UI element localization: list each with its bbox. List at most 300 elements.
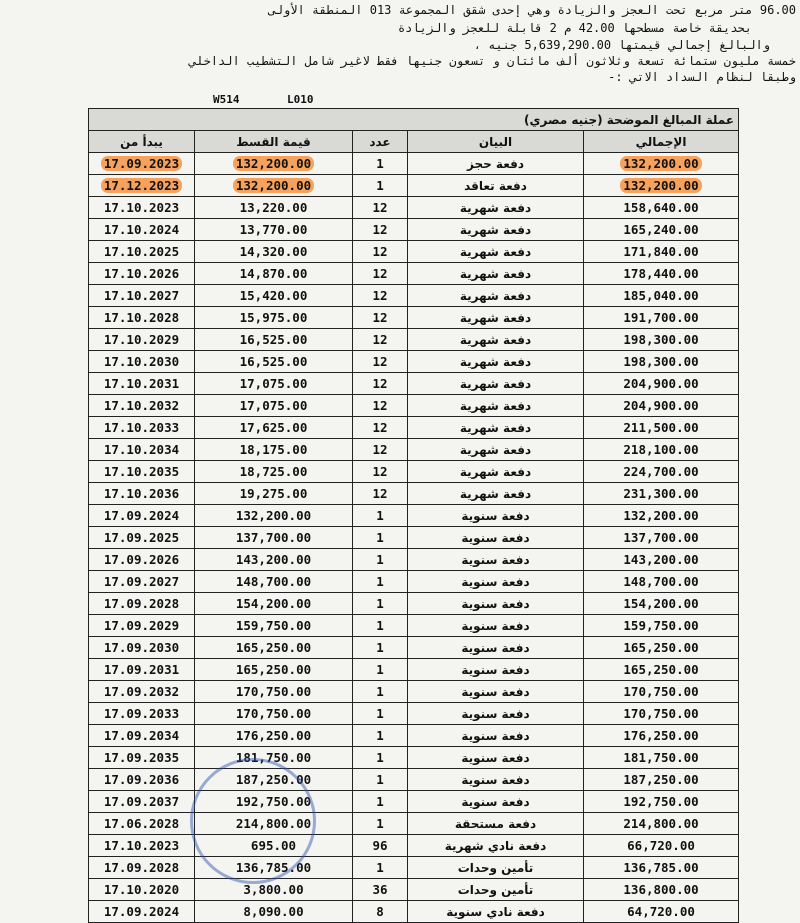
amount-cell bbox=[195, 351, 353, 373]
total-cell bbox=[584, 857, 739, 879]
amount-cell-text: 165,250.00 bbox=[235, 640, 312, 655]
total-cell-text: 165,240.00 bbox=[623, 222, 699, 237]
amount-cell bbox=[195, 725, 353, 747]
column-header-amount: قيمة القسط bbox=[195, 131, 353, 153]
table-row bbox=[89, 373, 739, 395]
description-cell-text: دفعة حجز bbox=[466, 156, 524, 171]
table-row bbox=[89, 351, 739, 373]
table-row bbox=[89, 153, 739, 175]
amount-cell bbox=[195, 747, 353, 769]
table-row bbox=[89, 219, 739, 241]
count-cell-text: 1 bbox=[376, 508, 384, 523]
total-cell-text: 148,700.00 bbox=[623, 574, 699, 589]
total-cell bbox=[584, 153, 739, 175]
count-cell-text: 1 bbox=[376, 574, 384, 589]
date-cell bbox=[89, 879, 195, 901]
amount-cell bbox=[195, 439, 353, 461]
table-row bbox=[89, 813, 739, 835]
total-cell-text: 224,700.00 bbox=[623, 464, 699, 479]
total-cell bbox=[584, 549, 739, 571]
table-row bbox=[89, 307, 739, 329]
table-row bbox=[89, 725, 739, 747]
date-cell-text: 17.10.2035 bbox=[103, 464, 180, 479]
amount-cell bbox=[195, 857, 353, 879]
amount-cell bbox=[195, 219, 353, 241]
date-cell-text: 17.09.2028 bbox=[103, 860, 180, 875]
description-cell bbox=[408, 285, 584, 307]
date-cell bbox=[89, 593, 195, 615]
description-cell-text: دفعة سنوية bbox=[461, 772, 530, 787]
date-cell-text: 17.09.2033 bbox=[103, 706, 180, 721]
description-cell bbox=[408, 219, 584, 241]
date-cell-text: 17.09.2024 bbox=[103, 508, 180, 523]
unit-description-line: 96.00 متر مربع تحت العجز والزيادة وهي إحدى شقق المجموعة 013 المنطقة الأولى bbox=[268, 3, 796, 17]
total-cell-text: 132,200.00 bbox=[620, 178, 701, 193]
description-cell bbox=[408, 527, 584, 549]
table-row bbox=[89, 549, 739, 571]
count-cell bbox=[353, 197, 408, 219]
date-cell bbox=[89, 835, 195, 857]
date-cell-text: 17.09.2027 bbox=[103, 574, 180, 589]
date-cell-text: 17.09.2024 bbox=[103, 904, 180, 919]
date-cell bbox=[89, 461, 195, 483]
description-cell-text: دفعة شهرية bbox=[459, 486, 532, 501]
amount-cell bbox=[195, 791, 353, 813]
table-row bbox=[89, 791, 739, 813]
count-cell bbox=[353, 857, 408, 879]
amount-cell-text: 17,075.00 bbox=[239, 398, 308, 413]
date-cell-text: 17.10.2023 bbox=[103, 200, 180, 215]
date-cell-text: 17.09.2028 bbox=[103, 596, 180, 611]
table-row bbox=[89, 571, 739, 593]
date-cell bbox=[89, 857, 195, 879]
total-cell-text: 154,200.00 bbox=[623, 596, 699, 611]
count-cell-text: 1 bbox=[376, 618, 384, 633]
total-cell bbox=[584, 791, 739, 813]
total-cell-text: 214,800.00 bbox=[623, 816, 699, 831]
table-row bbox=[89, 527, 739, 549]
count-cell-text: 1 bbox=[376, 156, 384, 171]
total-cell-text: 231,300.00 bbox=[623, 486, 699, 501]
total-cell bbox=[584, 505, 739, 527]
amount-cell-text: 165,250.00 bbox=[235, 662, 312, 677]
count-cell bbox=[353, 219, 408, 241]
amount-cell-text: 159,750.00 bbox=[235, 618, 312, 633]
description-cell-text: دفعة سنوية bbox=[461, 640, 530, 655]
date-cell bbox=[89, 175, 195, 197]
total-value-line: والبالغ إجمالي قيمتها 5,639,290.00 جنيه ، bbox=[473, 38, 770, 52]
date-cell-text: 17.10.2034 bbox=[103, 442, 180, 457]
description-cell-text: تأمين وحدات bbox=[457, 860, 534, 875]
description-cell bbox=[408, 439, 584, 461]
date-cell bbox=[89, 153, 195, 175]
description-cell bbox=[408, 461, 584, 483]
total-cell-text: 143,200.00 bbox=[623, 552, 699, 567]
date-cell-text: 17.10.2025 bbox=[103, 244, 180, 259]
date-cell bbox=[89, 307, 195, 329]
description-cell-text: دفعة سنوية bbox=[461, 552, 530, 567]
date-cell-text: 17.09.2030 bbox=[103, 640, 180, 655]
date-cell bbox=[89, 725, 195, 747]
total-cell-text: 136,785.00 bbox=[623, 860, 699, 875]
count-cell bbox=[353, 637, 408, 659]
amount-cell bbox=[195, 527, 353, 549]
total-cell-text: 132,200.00 bbox=[620, 156, 701, 171]
total-cell bbox=[584, 241, 739, 263]
description-cell-text: دفعة تعاقد bbox=[464, 178, 527, 193]
description-cell bbox=[408, 593, 584, 615]
description-cell-text: دفعة سنوية bbox=[461, 574, 530, 589]
total-cell bbox=[584, 769, 739, 791]
description-cell-text: دفعة شهرية bbox=[459, 310, 532, 325]
description-cell-text: دفعة شهرية bbox=[459, 376, 532, 391]
count-cell bbox=[353, 417, 408, 439]
date-cell bbox=[89, 769, 195, 791]
description-cell-text: دفعة سنوية bbox=[461, 794, 530, 809]
total-cell-text: 187,250.00 bbox=[623, 772, 699, 787]
count-cell bbox=[353, 549, 408, 571]
description-cell-text: دفعة شهرية bbox=[459, 332, 532, 347]
date-cell bbox=[89, 901, 195, 923]
date-cell bbox=[89, 549, 195, 571]
amount-cell bbox=[195, 329, 353, 351]
amount-cell bbox=[195, 637, 353, 659]
table-row bbox=[89, 615, 739, 637]
total-cell-text: 181,750.00 bbox=[623, 750, 699, 765]
description-cell bbox=[408, 351, 584, 373]
amount-cell bbox=[195, 901, 353, 923]
description-cell-text: دفعة مستحقة bbox=[454, 816, 537, 831]
count-cell bbox=[353, 461, 408, 483]
count-cell bbox=[353, 329, 408, 351]
description-cell bbox=[408, 395, 584, 417]
date-cell bbox=[89, 373, 195, 395]
count-cell-text: 12 bbox=[372, 200, 388, 215]
total-cell-text: 198,300.00 bbox=[623, 354, 699, 369]
total-cell bbox=[584, 395, 739, 417]
count-cell bbox=[353, 703, 408, 725]
amount-cell-text: 15,975.00 bbox=[239, 310, 308, 325]
total-value-words-line: خمسة مليون ستمائة تسعة وثلاثون ألف مائتان و تسعون جنيها فقط لاغير شامل التشطيب الداخلي bbox=[189, 54, 796, 68]
description-cell-text: دفعة سنوية bbox=[461, 684, 530, 699]
date-cell-text: 17.10.2020 bbox=[103, 882, 180, 897]
table-row bbox=[89, 175, 739, 197]
amount-cell-text: 17,075.00 bbox=[239, 376, 308, 391]
date-cell bbox=[89, 417, 195, 439]
amount-cell bbox=[195, 549, 353, 571]
description-cell bbox=[408, 263, 584, 285]
total-cell-text: 192,750.00 bbox=[623, 794, 699, 809]
description-cell-text: دفعة سنوية bbox=[461, 662, 530, 677]
date-cell-text: 17.10.2031 bbox=[103, 376, 180, 391]
date-cell-text: 17.09.2023 bbox=[101, 156, 182, 171]
date-cell-text: 17.09.2034 bbox=[103, 728, 180, 743]
description-cell bbox=[408, 417, 584, 439]
total-cell-text: 64,720.00 bbox=[627, 904, 695, 919]
count-cell bbox=[353, 505, 408, 527]
amount-cell-text: 16,525.00 bbox=[239, 354, 308, 369]
total-cell bbox=[584, 813, 739, 835]
table-row bbox=[89, 329, 739, 351]
total-cell-text: 158,640.00 bbox=[623, 200, 699, 215]
column-header-date: يبدأ من bbox=[89, 131, 195, 153]
date-cell bbox=[89, 505, 195, 527]
count-cell bbox=[353, 527, 408, 549]
count-cell bbox=[353, 571, 408, 593]
description-cell bbox=[408, 835, 584, 857]
date-cell bbox=[89, 615, 195, 637]
description-cell-text: دفعة شهرية bbox=[459, 354, 532, 369]
amount-cell bbox=[195, 263, 353, 285]
total-cell-text: 176,250.00 bbox=[623, 728, 699, 743]
amount-cell bbox=[195, 593, 353, 615]
count-cell-text: 12 bbox=[372, 376, 388, 391]
count-cell bbox=[353, 747, 408, 769]
date-cell bbox=[89, 571, 195, 593]
floor-code: L010 bbox=[287, 93, 314, 106]
description-cell-text: دفعة شهرية bbox=[459, 442, 532, 457]
count-cell bbox=[353, 615, 408, 637]
date-cell-text: 17.10.2028 bbox=[103, 310, 180, 325]
count-cell-text: 1 bbox=[376, 640, 384, 655]
amount-cell bbox=[195, 175, 353, 197]
date-cell-text: 17.12.2023 bbox=[101, 178, 182, 193]
table-row bbox=[89, 835, 739, 857]
description-cell-text: دفعة شهرية bbox=[459, 398, 532, 413]
count-cell bbox=[353, 175, 408, 197]
count-cell-text: 1 bbox=[376, 772, 384, 787]
total-cell bbox=[584, 725, 739, 747]
total-cell bbox=[584, 219, 739, 241]
count-cell bbox=[353, 901, 408, 923]
amount-cell-text: 143,200.00 bbox=[235, 552, 312, 567]
date-cell-text: 17.09.2036 bbox=[103, 772, 180, 787]
column-header-total: الإجمالي bbox=[584, 131, 739, 153]
total-cell-text: 170,750.00 bbox=[623, 706, 699, 721]
date-cell-text: 17.10.2024 bbox=[103, 222, 180, 237]
total-cell bbox=[584, 835, 739, 857]
table-row bbox=[89, 901, 739, 923]
count-cell bbox=[353, 153, 408, 175]
date-cell-text: 17.09.2037 bbox=[103, 794, 180, 809]
description-cell-text: تأمين وحدات bbox=[457, 882, 534, 897]
payment-schedule-table bbox=[88, 108, 739, 923]
amount-cell bbox=[195, 813, 353, 835]
total-cell-text: 165,250.00 bbox=[623, 640, 699, 655]
amount-cell bbox=[195, 417, 353, 439]
total-cell-text: 204,900.00 bbox=[623, 376, 699, 391]
date-cell bbox=[89, 241, 195, 263]
table-row bbox=[89, 637, 739, 659]
amount-cell bbox=[195, 769, 353, 791]
description-cell bbox=[408, 637, 584, 659]
amount-cell bbox=[195, 879, 353, 901]
total-cell bbox=[584, 175, 739, 197]
total-cell-text: 170,750.00 bbox=[623, 684, 699, 699]
total-cell-text: 136,800.00 bbox=[623, 882, 699, 897]
date-cell-text: 17.10.2029 bbox=[103, 332, 180, 347]
column-header-row bbox=[89, 131, 739, 153]
count-cell-text: 1 bbox=[376, 706, 384, 721]
count-cell-text: 12 bbox=[372, 464, 388, 479]
total-cell bbox=[584, 659, 739, 681]
description-cell bbox=[408, 681, 584, 703]
description-cell bbox=[408, 505, 584, 527]
count-cell bbox=[353, 285, 408, 307]
count-cell bbox=[353, 483, 408, 505]
total-cell bbox=[584, 461, 739, 483]
date-cell-text: 17.09.2031 bbox=[103, 662, 180, 677]
amount-cell bbox=[195, 153, 353, 175]
total-cell bbox=[584, 285, 739, 307]
count-cell bbox=[353, 307, 408, 329]
count-cell-text: 1 bbox=[376, 728, 384, 743]
table-row bbox=[89, 681, 739, 703]
date-cell bbox=[89, 285, 195, 307]
date-cell-text: 17.10.2036 bbox=[103, 486, 180, 501]
total-cell bbox=[584, 879, 739, 901]
date-cell bbox=[89, 703, 195, 725]
amount-cell bbox=[195, 571, 353, 593]
date-cell bbox=[89, 637, 195, 659]
amount-cell-text: 181,750.00 bbox=[235, 750, 312, 765]
amount-cell-text: 132,200.00 bbox=[233, 156, 314, 171]
description-cell-text: دفعة سنوية bbox=[461, 706, 530, 721]
date-cell bbox=[89, 747, 195, 769]
description-cell bbox=[408, 373, 584, 395]
count-cell-text: 12 bbox=[372, 354, 388, 369]
amount-cell bbox=[195, 461, 353, 483]
table-row bbox=[89, 395, 739, 417]
description-cell bbox=[408, 703, 584, 725]
description-cell bbox=[408, 307, 584, 329]
count-cell-text: 12 bbox=[372, 310, 388, 325]
description-cell-text: دفعة شهرية bbox=[459, 464, 532, 479]
amount-cell-text: 695.00 bbox=[250, 838, 297, 853]
count-cell-text: 1 bbox=[376, 860, 384, 875]
total-cell bbox=[584, 351, 739, 373]
table-row bbox=[89, 241, 739, 263]
count-cell bbox=[353, 351, 408, 373]
amount-cell-text: 14,320.00 bbox=[239, 244, 308, 259]
description-cell bbox=[408, 571, 584, 593]
amount-cell-text: 13,220.00 bbox=[239, 200, 308, 215]
amount-cell bbox=[195, 505, 353, 527]
amount-cell bbox=[195, 241, 353, 263]
amount-cell-text: 192,750.00 bbox=[235, 794, 312, 809]
total-cell bbox=[584, 527, 739, 549]
count-cell bbox=[353, 659, 408, 681]
amount-cell-text: 16,525.00 bbox=[239, 332, 308, 347]
date-cell-text: 17.10.2030 bbox=[103, 354, 180, 369]
total-cell bbox=[584, 373, 739, 395]
description-cell-text: دفعة شهرية bbox=[459, 266, 532, 281]
date-cell bbox=[89, 329, 195, 351]
date-cell bbox=[89, 791, 195, 813]
date-cell-text: 17.09.2029 bbox=[103, 618, 180, 633]
total-cell-text: 198,300.00 bbox=[623, 332, 699, 347]
date-cell bbox=[89, 813, 195, 835]
amount-cell bbox=[195, 835, 353, 857]
amount-cell-text: 187,250.00 bbox=[235, 772, 312, 787]
description-cell bbox=[408, 153, 584, 175]
table-row bbox=[89, 417, 739, 439]
count-cell-text: 12 bbox=[372, 398, 388, 413]
total-cell-text: 218,100.00 bbox=[623, 442, 699, 457]
count-cell-text: 96 bbox=[372, 838, 388, 853]
total-cell-text: 191,700.00 bbox=[623, 310, 699, 325]
description-cell bbox=[408, 879, 584, 901]
date-cell bbox=[89, 659, 195, 681]
count-cell bbox=[353, 769, 408, 791]
count-cell-text: 1 bbox=[376, 684, 384, 699]
description-cell-text: دفعة سنوية bbox=[461, 530, 530, 545]
table-row bbox=[89, 659, 739, 681]
total-cell bbox=[584, 681, 739, 703]
amount-cell-text: 148,700.00 bbox=[235, 574, 312, 589]
total-cell-text: 211,500.00 bbox=[623, 420, 699, 435]
description-cell-text: دفعة نادي سنوية bbox=[446, 904, 545, 919]
description-cell bbox=[408, 483, 584, 505]
unit-code: W514 bbox=[213, 93, 240, 106]
date-cell-text: 17.10.2023 bbox=[103, 838, 180, 853]
amount-cell-text: 136,785.00 bbox=[235, 860, 312, 875]
count-cell bbox=[353, 791, 408, 813]
total-cell bbox=[584, 615, 739, 637]
amount-cell-text: 3,800.00 bbox=[243, 882, 304, 897]
description-cell bbox=[408, 659, 584, 681]
description-cell-text: دفعة سنوية bbox=[461, 618, 530, 633]
garden-area-line: بحديقة خاصة مسطحها 42.00 م 2 قابلة للعجز والزيادة bbox=[397, 21, 752, 35]
count-cell bbox=[353, 241, 408, 263]
count-cell-text: 1 bbox=[376, 750, 384, 765]
column-header-description: البيان bbox=[408, 131, 584, 153]
description-cell-text: دفعة سنوية bbox=[461, 508, 530, 523]
count-cell-text: 1 bbox=[376, 596, 384, 611]
date-cell-text: 17.09.2032 bbox=[103, 684, 180, 699]
count-cell bbox=[353, 835, 408, 857]
amount-cell bbox=[195, 483, 353, 505]
total-cell bbox=[584, 439, 739, 461]
table-row bbox=[89, 285, 739, 307]
amount-cell-text: 8,090.00 bbox=[243, 904, 304, 919]
amount-cell-text: 15,420.00 bbox=[239, 288, 308, 303]
date-cell-text: 17.10.2033 bbox=[103, 420, 180, 435]
count-cell-text: 12 bbox=[372, 332, 388, 347]
total-cell-text: 171,840.00 bbox=[623, 244, 699, 259]
description-cell-text: دفعة سنوية bbox=[461, 596, 530, 611]
count-cell-text: 12 bbox=[372, 222, 388, 237]
description-cell bbox=[408, 329, 584, 351]
total-cell-text: 165,250.00 bbox=[623, 662, 699, 677]
total-cell bbox=[584, 263, 739, 285]
count-cell-text: 12 bbox=[372, 288, 388, 303]
amount-cell-text: 17,625.00 bbox=[239, 420, 308, 435]
total-cell bbox=[584, 571, 739, 593]
date-cell-text: 17.10.2032 bbox=[103, 398, 180, 413]
date-cell bbox=[89, 197, 195, 219]
count-cell-text: 12 bbox=[372, 420, 388, 435]
total-cell bbox=[584, 417, 739, 439]
count-cell bbox=[353, 681, 408, 703]
date-cell-text: 17.09.2025 bbox=[103, 530, 180, 545]
description-cell bbox=[408, 549, 584, 571]
amount-cell bbox=[195, 285, 353, 307]
total-cell bbox=[584, 747, 739, 769]
total-cell-text: 185,040.00 bbox=[623, 288, 699, 303]
table-row bbox=[89, 747, 739, 769]
count-cell bbox=[353, 395, 408, 417]
